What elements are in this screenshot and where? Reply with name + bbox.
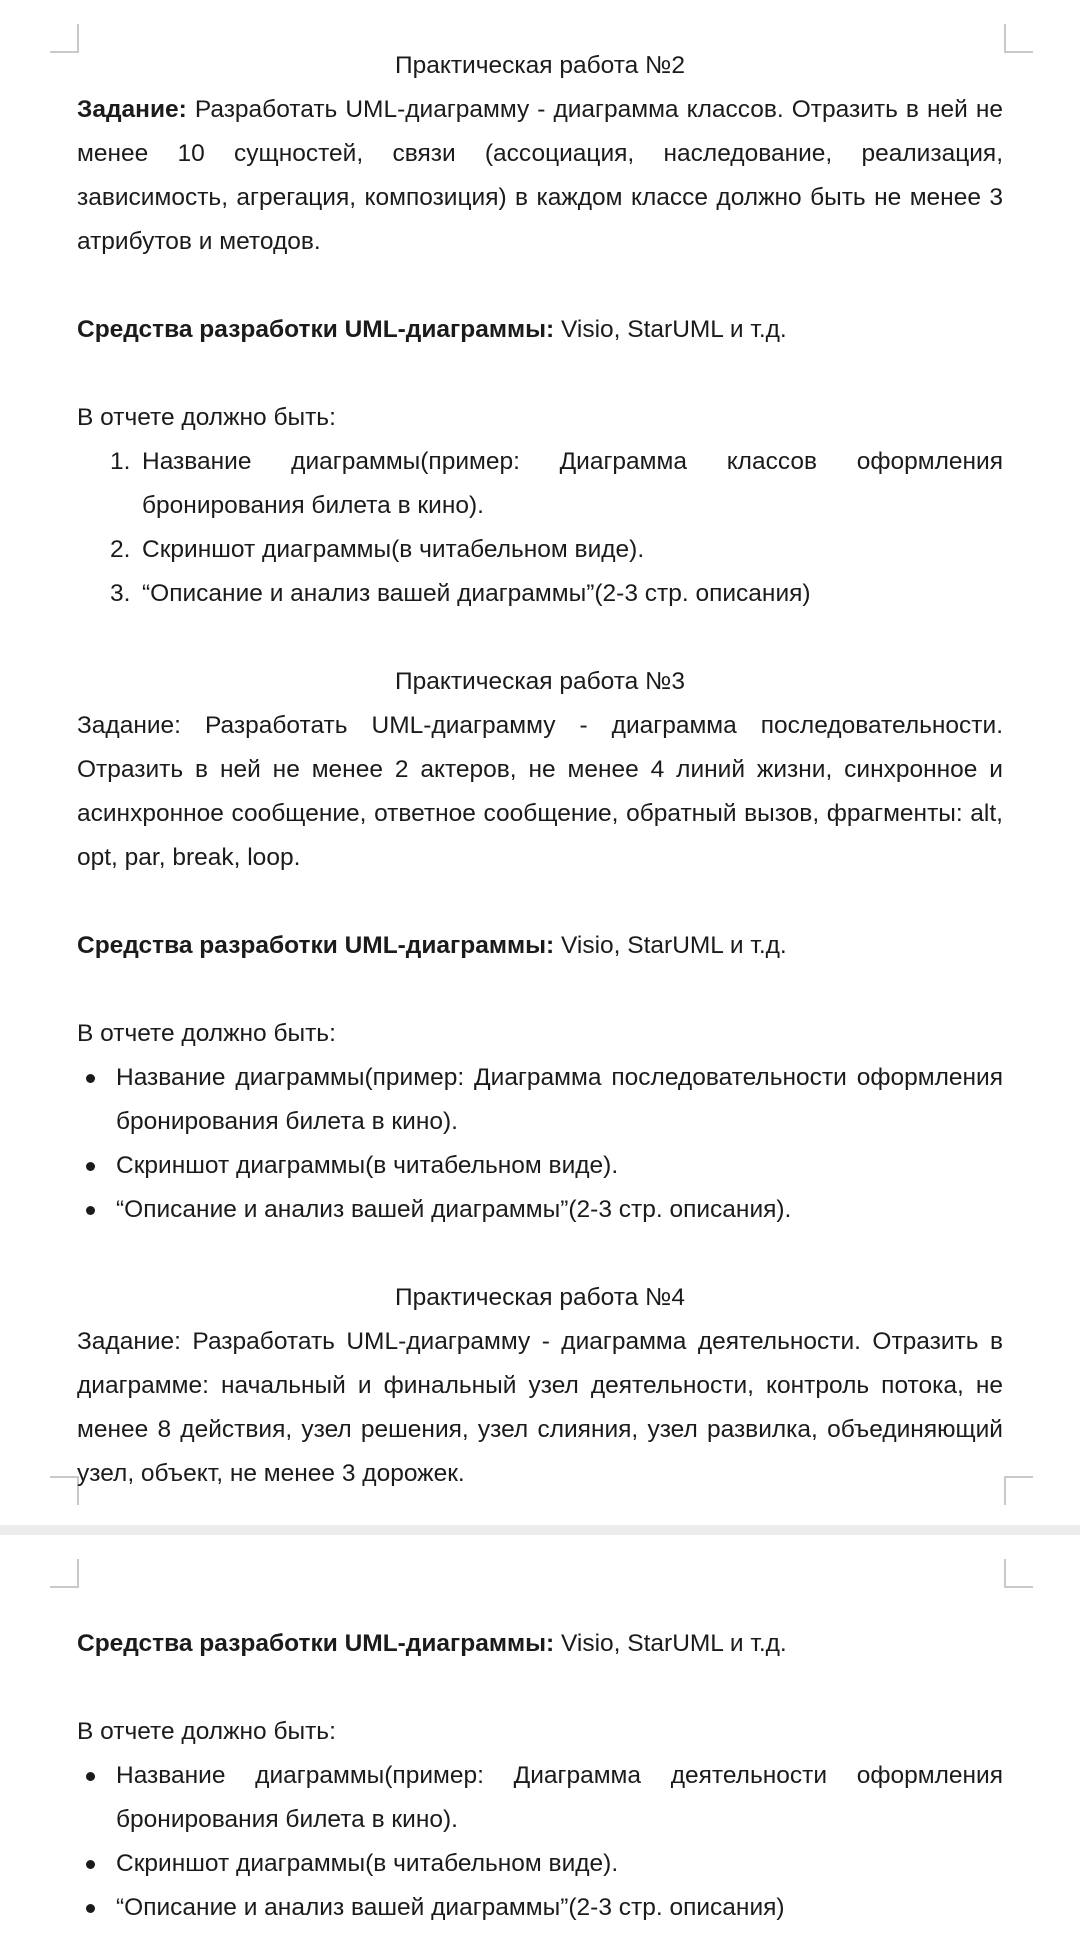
bullet-icon — [86, 1772, 95, 1781]
page-corner-mark — [1004, 1559, 1033, 1588]
section-heading: Практическая работа №4 — [394, 1284, 686, 1311]
report-intro: В отчете должно быть: — [77, 1718, 336, 1745]
report-intro: В отчете должно быть: — [77, 404, 336, 431]
list-item — [77, 1056, 1003, 1144]
task-paragraph — [77, 88, 1003, 264]
tools-label: Средства разработки UML-диаграммы: — [77, 1630, 555, 1657]
list-number: 3. — [110, 580, 131, 607]
list-item-text: Название диаграммы(пример: Диаграмма классов оформления бронирования билета в кино). — [142, 448, 1003, 519]
page-separator — [0, 1525, 1080, 1535]
list-item-text: Название диаграммы(пример: Диаграмма деятельности оформления бронирования билета в кино). — [116, 1762, 1003, 1833]
list-item — [77, 528, 1003, 572]
bullet-icon — [86, 1162, 95, 1171]
tools-label: Средства разработки UML-диаграммы: — [77, 316, 555, 343]
tools-paragraph — [77, 308, 1003, 352]
task-paragraph: Задание: Разработать UML-диаграмму - диаграмма последовательности. Отразить в ней не менее 2 актеров, не менее 4 линий жизни, синхронное и асинхронное сообщение, ответное сообщение, обратный вызов, фрагменты: alt, opt, par, break, loop. — [77, 712, 1003, 871]
list-item-text: “Описание и анализ вашей диаграммы”(2-3 стр. описания) — [116, 1894, 785, 1921]
list-number: 1. — [110, 448, 131, 475]
page-corner-mark — [50, 1476, 79, 1505]
bullet-icon — [86, 1074, 95, 1083]
section-practical-work-3 — [77, 660, 1003, 1276]
section-practical-work-2 — [77, 44, 1003, 660]
list-number: 2. — [110, 536, 131, 563]
report-requirements-list — [77, 1754, 1003, 1930]
task-label: Задание: — [77, 96, 187, 123]
page-2-body — [77, 1622, 1003, 1930]
tools-text: Visio, StarUML и т.д. — [554, 316, 787, 343]
report-intro: В отчете должно быть: — [77, 1020, 336, 1047]
tools-paragraph — [77, 924, 1003, 968]
list-item — [77, 1188, 1003, 1232]
list-item-text: “Описание и анализ вашей диаграммы”(2-3 стр. описания). — [116, 1196, 792, 1223]
bullet-icon — [86, 1904, 95, 1913]
section-practical-work-4 — [77, 1276, 1003, 1496]
list-item — [77, 1144, 1003, 1188]
tools-text: Visio, StarUML и т.д. — [554, 1630, 787, 1657]
list-item-text: “Описание и анализ вашей диаграммы”(2-3 стр. описания) — [142, 580, 811, 607]
tools-text: Visio, StarUML и т.д. — [554, 932, 787, 959]
page-1-body — [77, 44, 1003, 1496]
list-item-text: Скриншот диаграммы(в читабельном виде). — [142, 536, 645, 563]
page-corner-mark — [50, 24, 79, 53]
list-item — [77, 440, 1003, 528]
list-item — [77, 1754, 1003, 1842]
report-requirements-list — [77, 1056, 1003, 1232]
tools-paragraph — [77, 1622, 1003, 1666]
bullet-icon — [86, 1860, 95, 1869]
list-item-text: Скриншот диаграммы(в читабельном виде). — [116, 1152, 619, 1179]
section-heading: Практическая работа №2 — [394, 52, 686, 79]
page-corner-mark — [1004, 1476, 1033, 1505]
bullet-icon — [86, 1206, 95, 1215]
page-corner-mark — [1004, 24, 1033, 53]
list-item — [77, 572, 1003, 616]
tools-label: Средства разработки UML-диаграммы: — [77, 932, 555, 959]
page-corner-mark — [50, 1559, 79, 1588]
list-item — [77, 1886, 1003, 1930]
section-practical-work-4-continued — [77, 1622, 1003, 1930]
list-item — [77, 1842, 1003, 1886]
section-heading: Практическая работа №3 — [394, 668, 686, 695]
task-text: Разработать UML-диаграмму - диаграмма классов. Отразить в ней не менее 10 сущностей, связи (ассоциация, наследование, реализация, зависимость, агрегация, композиция) в каждом классе должно быть не менее 3 атрибутов и методов. — [77, 96, 1003, 255]
task-paragraph: Задание: Разработать UML-диаграмму - диаграмма деятельности. Отразить в диаграмме: начальный и финальный узел деятельности, контроль потока, не менее 8 действия, узел решения, узел слияния, узел развилка, объединяющий узел, объект, не менее 3 дорожек. — [77, 1328, 1003, 1487]
list-item-text: Скриншот диаграммы(в читабельном виде). — [116, 1850, 619, 1877]
list-item-text: Название диаграммы(пример: Диаграмма последовательности оформления бронирования билета в кино). — [116, 1064, 1003, 1135]
report-requirements-list — [77, 440, 1003, 616]
